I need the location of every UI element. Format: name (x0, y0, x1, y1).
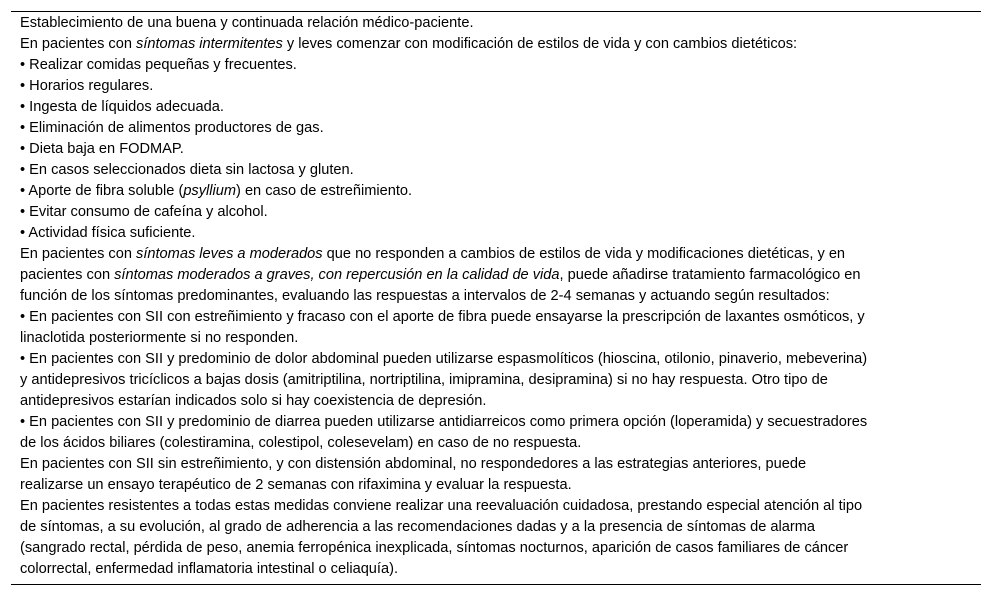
constipation-line-1: • En pacientes con SII con estreñimiento y fracaso con el aporte de fibra puede ensayarse la prescripción de laxantes osmóticos, y (20, 309, 865, 325)
pain-line-2: y antidepresivos tricíclicos a bajas dosis (amitriptilina, nortriptilina, imipramina, desipramina) si no hay respuesta. Otro tipo de (20, 372, 828, 388)
constipation-line-2: linaclotida posteriormente si no responden. (20, 330, 299, 346)
intro-line: Establecimiento de una buena y continuada relación médico-paciente. (20, 15, 474, 31)
intermittent-line (20, 34, 981, 55)
fiber-suffix: ) en caso de estreñimiento. (236, 183, 413, 199)
table-cell (20, 13, 981, 584)
diet-item-meals: • Realizar comidas pequeñas y frecuentes. (20, 57, 297, 73)
moderate-l1-suffix: que no responden a cambios de estilos de vida y modificaciones dietéticas, y en (322, 246, 846, 262)
diet-item-activity: • Actividad física suficiente. (20, 225, 196, 241)
moderate-l2-emphasis-2: con repercusión en la calidad de vida (318, 267, 560, 283)
moderate-l2-emphasis-1: síntomas moderados a graves (114, 267, 311, 283)
fiber-prefix: • Aporte de fibra soluble ( (20, 183, 184, 199)
diet-item-fodmap: • Dieta baja en FODMAP. (20, 141, 184, 157)
distension-line-1: En pacientes con SII sin estreñimiento, y con distensión abdominal, no respondedores a las estrategias anteriores, puede (20, 456, 807, 472)
moderate-line-1 (20, 244, 981, 265)
moderate-line-2 (20, 265, 981, 286)
diet-item-lactose-gluten: • En casos seleccionados dieta sin lactosa y gluten. (20, 162, 354, 178)
recommendations-table (11, 11, 981, 585)
diet-item-schedule: • Horarios regulares. (20, 78, 154, 94)
diet-item-gas: • Eliminación de alimentos productores de gas. (20, 120, 324, 136)
diarrhea-line-1: • En pacientes con SII y predominio de diarrea pueden utilizarse antidiarreicos como primera opción (loperamida) y secuestradores (20, 414, 868, 430)
resistant-line-3: (sangrado rectal, pérdida de peso, anemia ferropénica inexplicada, síntomas nocturnos, aparición de casos familiares de cáncer (20, 540, 849, 556)
intermittent-suffix: y leves comenzar con modificación de estilos de vida y con cambios dietéticos: (282, 36, 798, 52)
distension-line-2: realizarse un ensayo terapéutico de 2 semanas con rifaximina y evaluar la respuesta. (20, 477, 572, 493)
moderate-l2-separator: , (310, 267, 319, 283)
moderate-l1-emphasis: síntomas leves a moderados (136, 246, 323, 262)
moderate-l1-prefix: En pacientes con (20, 246, 137, 262)
fiber-emphasis: psyllium (183, 183, 237, 199)
intermittent-emphasis: síntomas intermitentes (136, 36, 283, 52)
pain-line-1: • En pacientes con SII y predominio de dolor abdominal pueden utilizarse espasmolíticos (hioscina, otilonio, pinaverio, mebeverina) (20, 351, 868, 367)
resistant-line-2: de síntomas, a su evolución, al grado de adherencia a las recomendaciones dadas y a la presencia de síntomas de alarma (20, 519, 816, 535)
intermittent-prefix: En pacientes con (20, 36, 137, 52)
pain-line-3: antidepresivos estarían indicados solo si hay coexistencia de depresión. (20, 393, 487, 409)
resistant-line-4: colorrectal, enfermedad inflamatoria intestinal o celiaquía). (20, 561, 399, 577)
diet-item-fluids: • Ingesta de líquidos adecuada. (20, 99, 224, 115)
diet-item-caffeine: • Evitar consumo de cafeína y alcohol. (20, 204, 268, 220)
moderate-line-3: función de los síntomas predominantes, evaluando las respuestas a intervalos de 2-4 semanas y actuando según resultados: (20, 288, 830, 304)
diarrhea-line-2: de los ácidos biliares (colestiramina, colestipol, colesevelam) en caso de no respuesta. (20, 435, 582, 451)
moderate-l2-suffix: , puede añadirse tratamiento farmacológico en (559, 267, 861, 283)
moderate-l2-prefix: pacientes con (20, 267, 115, 283)
diet-item-fiber (20, 181, 981, 202)
resistant-line-1: En pacientes resistentes a todas estas medidas conviene realizar una reevaluación cuidadosa, prestando especial atención al tipo (20, 498, 863, 514)
